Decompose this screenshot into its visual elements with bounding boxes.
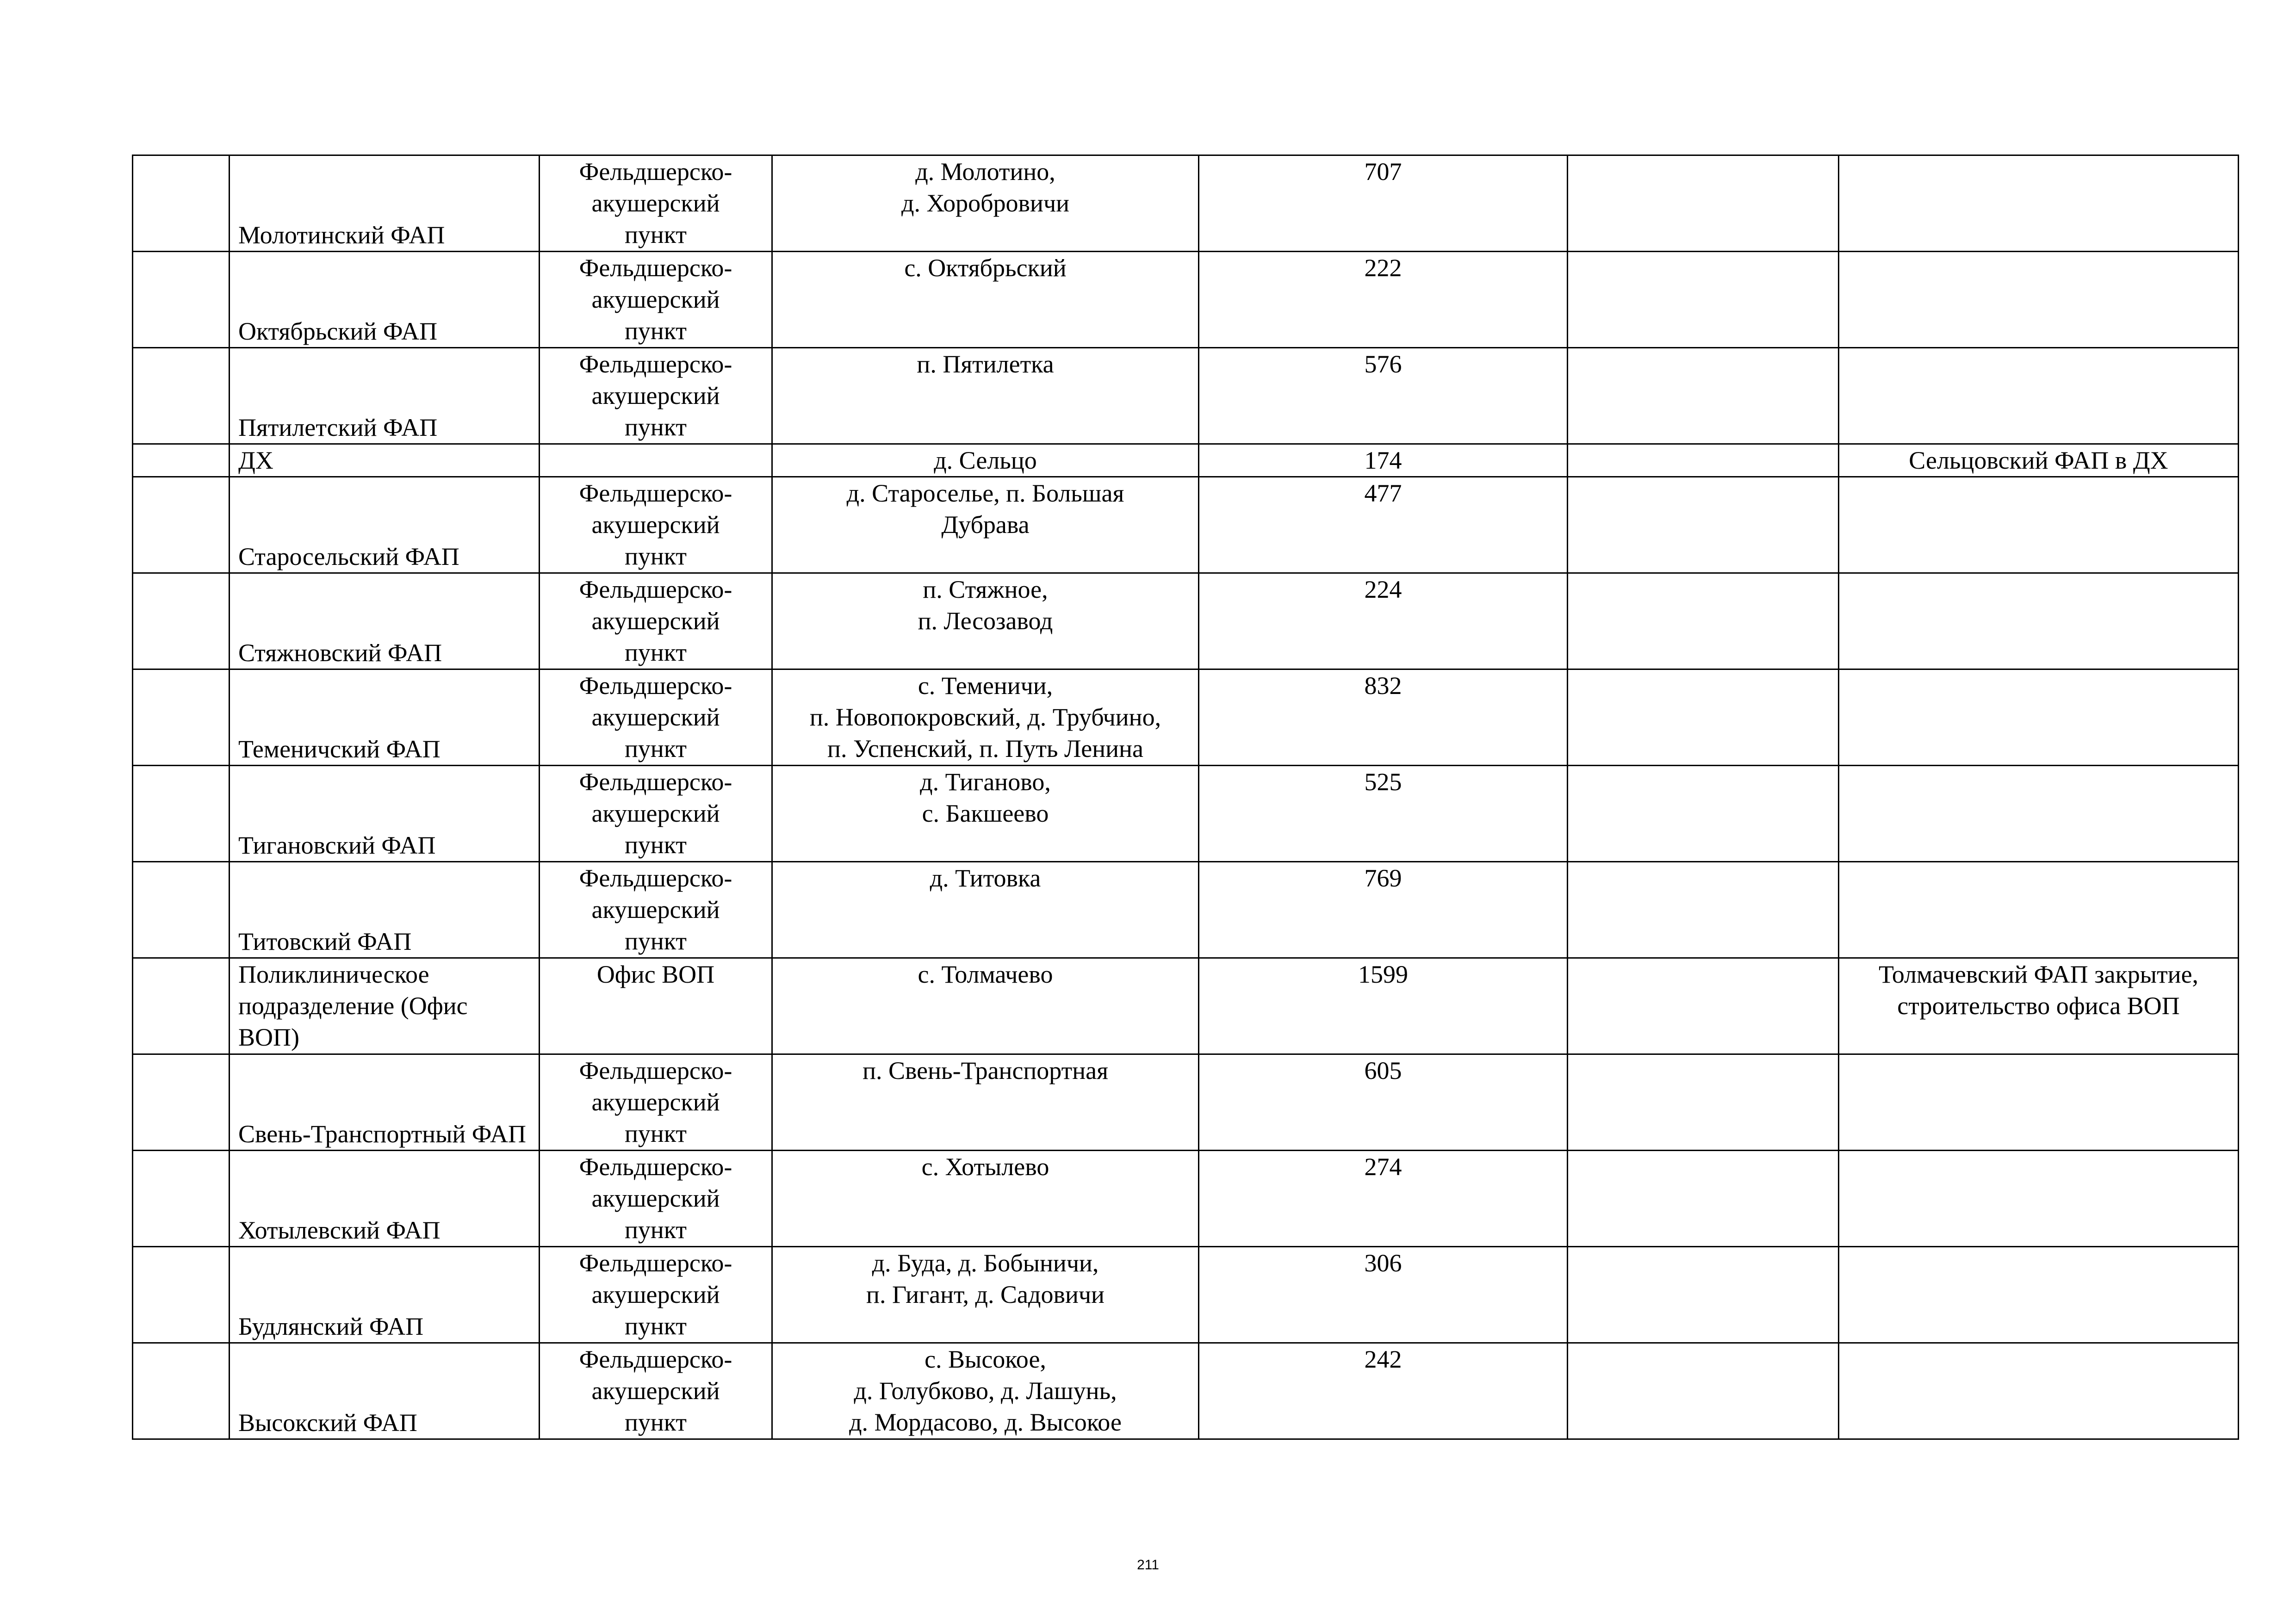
facility-type-cell (540, 348, 772, 444)
population-cell: 707 (1199, 155, 1568, 252)
location-line: п. Гигант, д. Садовичи (866, 1281, 1105, 1308)
facility-name-cell: Поликлиническое подразделение (Офис ВОП) (230, 958, 540, 1054)
row-number-cell (133, 348, 230, 444)
empty-cell (1568, 766, 1839, 862)
facility-type-cell (540, 444, 772, 477)
location-line: п. Пятилетка (917, 350, 1054, 378)
location-cell (772, 1054, 1199, 1151)
facility-type-line: Фельдшерско- (579, 1249, 732, 1277)
table-row (133, 477, 2239, 573)
location-line: д. Сельцо (934, 446, 1037, 474)
location-line: п. Стяжное, (923, 576, 1048, 603)
facility-type-line: акушерский (591, 189, 720, 217)
page-number: 211 (1137, 1557, 1159, 1573)
location-line: д. Молотино, (915, 158, 1055, 186)
facility-type-line: Фельдшерско- (579, 1153, 732, 1181)
facility-type-cell (540, 1247, 772, 1343)
note-cell (1839, 348, 2239, 444)
facility-type-cell (540, 1151, 772, 1247)
empty-cell (1568, 1054, 1839, 1151)
location-line: д. Староселье, п. Большая (846, 479, 1124, 507)
facility-type-line: акушерский (591, 896, 720, 923)
facility-type-line: пункт (625, 927, 687, 955)
facility-type-line: Фельдшерско- (579, 672, 732, 700)
location-line: д. Хоробровичи (901, 189, 1069, 217)
location-cell (772, 444, 1199, 477)
facility-type-line: пункт (625, 735, 687, 762)
facility-name-cell: Старосельский ФАП (230, 477, 540, 573)
location-line: д. Буда, д. Бобыничи, (872, 1249, 1099, 1277)
location-line: д. Мордасово, д. Высокое (849, 1408, 1122, 1436)
empty-cell (1568, 573, 1839, 669)
facility-type-cell (540, 477, 772, 573)
facility-type-line: пункт (625, 1312, 687, 1340)
facility-type-line: Офис ВОП (596, 960, 715, 988)
facility-type-line: акушерский (591, 511, 720, 539)
location-line: с. Толмачево (918, 960, 1053, 988)
population-cell: 274 (1199, 1151, 1568, 1247)
population-cell: 832 (1199, 669, 1568, 766)
row-number-cell (133, 766, 230, 862)
facility-type-cell (540, 766, 772, 862)
location-line: с. Бакшеево (922, 799, 1049, 827)
facility-type-line: акушерский (591, 607, 720, 635)
facility-type-cell (540, 1343, 772, 1439)
table-row (133, 444, 2239, 477)
note-cell (1839, 766, 2239, 862)
location-cell (772, 669, 1199, 766)
location-cell (772, 252, 1199, 348)
empty-cell (1568, 1343, 1839, 1439)
empty-cell (1568, 348, 1839, 444)
location-line: п. Лесозавод (918, 607, 1053, 635)
population-cell: 1599 (1199, 958, 1568, 1054)
population-cell: 242 (1199, 1343, 1568, 1439)
facility-type-line: Фельдшерско- (579, 864, 732, 892)
location-cell (772, 155, 1199, 252)
location-cell (772, 477, 1199, 573)
empty-cell (1568, 958, 1839, 1054)
facility-name-cell: Хотылевский ФАП (230, 1151, 540, 1247)
note-cell (1839, 477, 2239, 573)
facility-type-line: акушерский (591, 799, 720, 827)
table-row (133, 155, 2239, 252)
facility-type-line: Фельдшерско- (579, 1057, 732, 1084)
table-row (133, 766, 2239, 862)
location-line: п. Свень-Транспортная (863, 1057, 1108, 1084)
facility-type-line: Фельдшерско- (579, 158, 732, 186)
facility-name-cell: Будлянский ФАП (230, 1247, 540, 1343)
facility-type-line: Фельдшерско- (579, 254, 732, 282)
facility-type-line: пункт (625, 831, 687, 859)
population-cell: 769 (1199, 862, 1568, 958)
location-line: с. Хотылево (921, 1153, 1049, 1181)
note-cell: Сельцовский ФАП в ДХ (1839, 444, 2239, 477)
facility-type-line: Фельдшерско- (579, 350, 732, 378)
location-line: Дубрава (941, 511, 1030, 539)
facility-type-line: Фельдшерско- (579, 768, 732, 796)
location-line: п. Успенский, п. Путь Ленина (827, 735, 1143, 762)
row-number-cell (133, 444, 230, 477)
table-row (133, 348, 2239, 444)
empty-cell (1568, 669, 1839, 766)
table-body (133, 155, 2239, 1439)
table-row (133, 1151, 2239, 1247)
population-cell: 477 (1199, 477, 1568, 573)
population-cell: 525 (1199, 766, 1568, 862)
location-cell (772, 573, 1199, 669)
facility-type-line: Фельдшерско- (579, 576, 732, 603)
facility-type-cell (540, 252, 772, 348)
row-number-cell (133, 862, 230, 958)
population-cell: 174 (1199, 444, 1568, 477)
row-number-cell (133, 958, 230, 1054)
facility-name-cell: Свень-Транспортный ФАП (230, 1054, 540, 1151)
facility-type-line: Фельдшерско- (579, 1345, 732, 1373)
population-cell: 224 (1199, 573, 1568, 669)
table-row (133, 669, 2239, 766)
facility-type-line: пункт (625, 638, 687, 666)
note-cell (1839, 862, 2239, 958)
facility-type-line: пункт (625, 1408, 687, 1436)
empty-cell (1568, 1247, 1839, 1343)
note-cell (1839, 1054, 2239, 1151)
facility-name-cell: Октябрьский ФАП (230, 252, 540, 348)
row-number-cell (133, 1151, 230, 1247)
facility-name-cell: Стяжновский ФАП (230, 573, 540, 669)
facility-type-cell (540, 1054, 772, 1151)
facility-type-line: акушерский (591, 382, 720, 409)
empty-cell (1568, 862, 1839, 958)
facility-type-cell (540, 573, 772, 669)
facility-type-line: пункт (625, 317, 687, 345)
table-row (133, 1054, 2239, 1151)
facility-type-cell (540, 155, 772, 252)
facility-type-line: акушерский (591, 1088, 720, 1116)
facility-type-line: пункт (625, 221, 687, 248)
table-row (133, 573, 2239, 669)
location-line: д. Голубково, д. Лашунь, (854, 1377, 1117, 1405)
row-number-cell (133, 1247, 230, 1343)
empty-cell (1568, 252, 1839, 348)
facility-type-cell (540, 862, 772, 958)
note-cell (1839, 1247, 2239, 1343)
facility-type-cell (540, 958, 772, 1054)
table-row (133, 252, 2239, 348)
facility-type-line: акушерский (591, 1377, 720, 1405)
location-cell (772, 1151, 1199, 1247)
facility-name-cell: Титовский ФАП (230, 862, 540, 958)
population-cell: 576 (1199, 348, 1568, 444)
facility-type-line: пункт (625, 542, 687, 570)
row-number-cell (133, 573, 230, 669)
note-cell (1839, 669, 2239, 766)
facility-type-line: акушерский (591, 1184, 720, 1212)
facility-name-cell: Молотинский ФАП (230, 155, 540, 252)
location-cell (772, 958, 1199, 1054)
facilities-table (132, 155, 2239, 1440)
row-number-cell (133, 1343, 230, 1439)
row-number-cell (133, 1054, 230, 1151)
location-line: с. Октябрьский (904, 254, 1067, 282)
note-cell (1839, 155, 2239, 252)
facility-type-line: акушерский (591, 703, 720, 731)
facility-name-cell: Пятилетский ФАП (230, 348, 540, 444)
facility-type-line: акушерский (591, 1281, 720, 1308)
note-cell (1839, 1343, 2239, 1439)
empty-cell (1568, 477, 1839, 573)
table-row (133, 1247, 2239, 1343)
population-cell: 306 (1199, 1247, 1568, 1343)
population-cell: 222 (1199, 252, 1568, 348)
note-cell (1839, 1151, 2239, 1247)
row-number-cell (133, 252, 230, 348)
location-line: д. Титовка (930, 864, 1041, 892)
facility-type-line: акушерский (591, 285, 720, 313)
note-cell (1839, 252, 2239, 348)
empty-cell (1568, 444, 1839, 477)
facility-type-line: пункт (625, 413, 687, 441)
facility-type-line: пункт (625, 1120, 687, 1147)
note-cell: Толмачевский ФАП закрытие, строительство офиса ВОП (1839, 958, 2239, 1054)
population-cell: 605 (1199, 1054, 1568, 1151)
facility-name-cell: ДХ (230, 444, 540, 477)
location-line: д. Тиганово, (920, 768, 1051, 796)
location-cell (772, 766, 1199, 862)
facility-type-line: пункт (625, 1216, 687, 1244)
location-cell (772, 862, 1199, 958)
table-row (133, 958, 2239, 1054)
row-number-cell (133, 669, 230, 766)
facility-type-cell (540, 669, 772, 766)
empty-cell (1568, 155, 1839, 252)
facility-name-cell: Тигановский ФАП (230, 766, 540, 862)
empty-cell (1568, 1151, 1839, 1247)
note-cell (1839, 573, 2239, 669)
facility-name-cell: Теменичский ФАП (230, 669, 540, 766)
location-cell (772, 1247, 1199, 1343)
location-line: п. Новопокровский, д. Трубчино, (809, 703, 1161, 731)
table-row (133, 1343, 2239, 1439)
row-number-cell (133, 155, 230, 252)
location-cell (772, 348, 1199, 444)
location-line: с. Теменичи, (918, 672, 1053, 700)
location-line: с. Высокое, (925, 1345, 1046, 1373)
table-row (133, 862, 2239, 958)
location-cell (772, 1343, 1199, 1439)
facility-name-cell: Высокский ФАП (230, 1343, 540, 1439)
row-number-cell (133, 477, 230, 573)
facility-type-line: Фельдшерско- (579, 479, 732, 507)
